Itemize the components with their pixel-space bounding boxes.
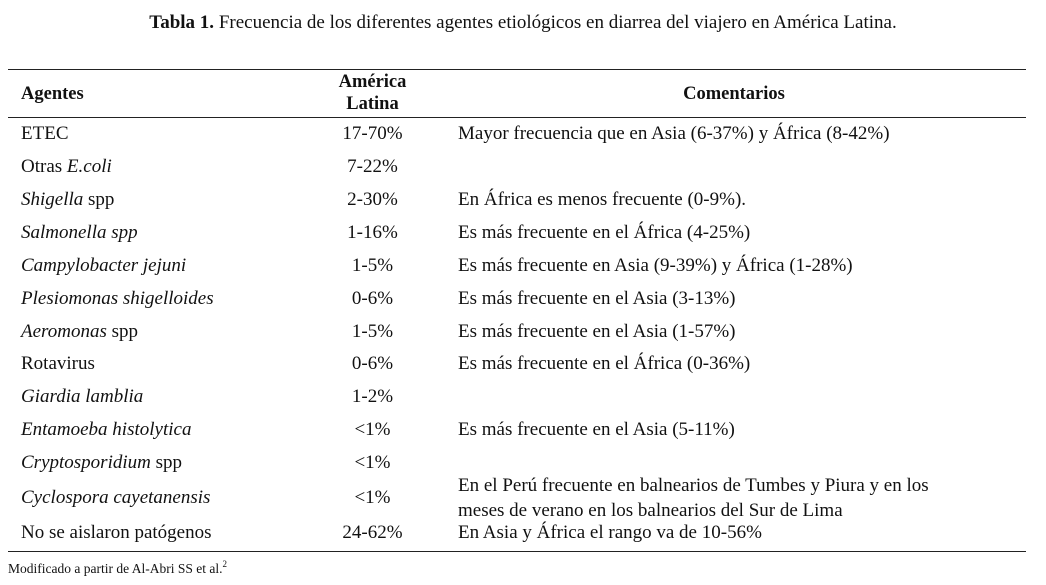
footnote-ref: 2 — [222, 559, 227, 569]
top-rule — [8, 69, 1026, 70]
frequency-cell: 7-22% — [347, 156, 398, 177]
agent-name-suffix: spp — [106, 321, 138, 342]
agent-name-italic: Campylobacter jejuni — [21, 255, 187, 276]
frequency-cell: 2-30% — [347, 189, 398, 210]
header-rule — [8, 117, 1026, 118]
agent-cell — [21, 286, 214, 311]
caption-text: Frecuencia de los diferentes agentes etiológicos en diarrea del viajero en América Latina. — [214, 12, 897, 33]
agent-name-plain: Otras — [21, 156, 67, 177]
agent-cell — [21, 253, 186, 278]
comment-line: En el Perú frecuente en balnearios de Tumbes y Piura y en los — [458, 475, 929, 496]
frequency-cell: 0-6% — [351, 353, 394, 374]
comment-line: En África es menos frecuente (0-9%). — [458, 189, 747, 210]
frequency-cell: 17-70% — [342, 123, 403, 144]
agent-name-italic: Aeromonas — [21, 321, 107, 342]
table-caption — [0, 10, 1046, 36]
agent-name-italic: Plesiomonas shigelloides — [21, 288, 214, 309]
bottom-rule — [8, 551, 1026, 552]
footnote — [8, 555, 227, 578]
frequency-cell: 0-6% — [351, 288, 394, 309]
footnote-text: Modificado a partir de Al-Abri SS et al. — [8, 561, 223, 576]
comment-line: Es más frecuente en Asia (9-39%) y África (1-28%) — [458, 255, 853, 276]
agent-name-italic: Cyclospora cayetanensis — [21, 487, 211, 508]
comment-cell — [458, 286, 1018, 311]
frequency-cell: 1-5% — [351, 321, 394, 342]
frequency-cell: <1% — [354, 487, 391, 508]
agent-cell — [21, 351, 95, 376]
header-agent: Agentes — [21, 84, 84, 104]
agent-name-italic: E.coli — [66, 156, 112, 177]
comment-line: Es más frecuente en el Asia (3-13%) — [458, 288, 736, 309]
agent-cell — [21, 520, 211, 545]
caption-label: Tabla 1. — [149, 12, 215, 33]
comment-line: Es más frecuente en el África (0-36%) — [458, 353, 751, 374]
frequency-cell: 1-16% — [347, 222, 398, 243]
agent-name-italic: Entamoeba histolytica — [21, 419, 192, 440]
agent-cell — [21, 319, 138, 344]
header-region — [300, 71, 445, 115]
agent-cell — [21, 187, 114, 212]
comment-cell — [458, 351, 1018, 376]
comment-cell — [458, 319, 1018, 344]
agent-name-plain: Rotavirus — [21, 353, 95, 374]
header-comments: Comentarios — [683, 84, 785, 104]
agent-name-italic: Cryptosporidium — [21, 452, 151, 473]
comment-cell — [458, 520, 1018, 545]
agent-cell — [21, 121, 69, 146]
agent-cell — [21, 485, 210, 510]
agent-cell — [21, 417, 191, 442]
comment-line: Mayor frecuencia que en Asia (6-37%) y África (8-42%) — [458, 123, 890, 144]
agent-name-italic: Salmonella spp — [21, 222, 138, 243]
agent-name-italic: Shigella — [21, 189, 84, 210]
comment-cell — [458, 187, 1018, 212]
agent-name-suffix: spp — [83, 189, 115, 210]
agent-name-italic: Giardia lamblia — [21, 386, 144, 407]
comment-line: Es más frecuente en el Asia (5-11%) — [458, 419, 735, 440]
comment-line-2: meses de verano en los balnearios del Sur de Lima — [458, 500, 843, 521]
agent-cell — [21, 384, 143, 409]
agent-cell — [21, 154, 112, 179]
agent-cell — [21, 450, 182, 475]
comment-cell — [458, 121, 1018, 146]
comment-cell — [458, 220, 1018, 245]
comment-cell — [458, 473, 1018, 523]
frequency-cell: 1-5% — [351, 255, 394, 276]
comment-line: En Asia y África el rango va de 10-56% — [458, 522, 762, 543]
frequency-cell: 1-2% — [351, 386, 394, 407]
agent-name-plain: ETEC — [21, 123, 69, 144]
frequency-cell: <1% — [354, 452, 391, 473]
comment-cell — [458, 417, 1018, 442]
agent-name-plain: No se aislaron patógenos — [21, 522, 212, 543]
header-region-line1: América — [338, 72, 407, 92]
agent-name-suffix: spp — [150, 452, 183, 473]
comment-line: Es más frecuente en el Asia (1-57%) — [458, 321, 736, 342]
frequency-cell: 24-62% — [342, 522, 403, 543]
header-region-line2: Latina — [346, 94, 399, 114]
frequency-cell: <1% — [354, 419, 391, 440]
agent-cell — [21, 220, 138, 245]
comment-cell — [458, 253, 1018, 278]
comment-line: Es más frecuente en el África (4-25%) — [458, 222, 751, 243]
